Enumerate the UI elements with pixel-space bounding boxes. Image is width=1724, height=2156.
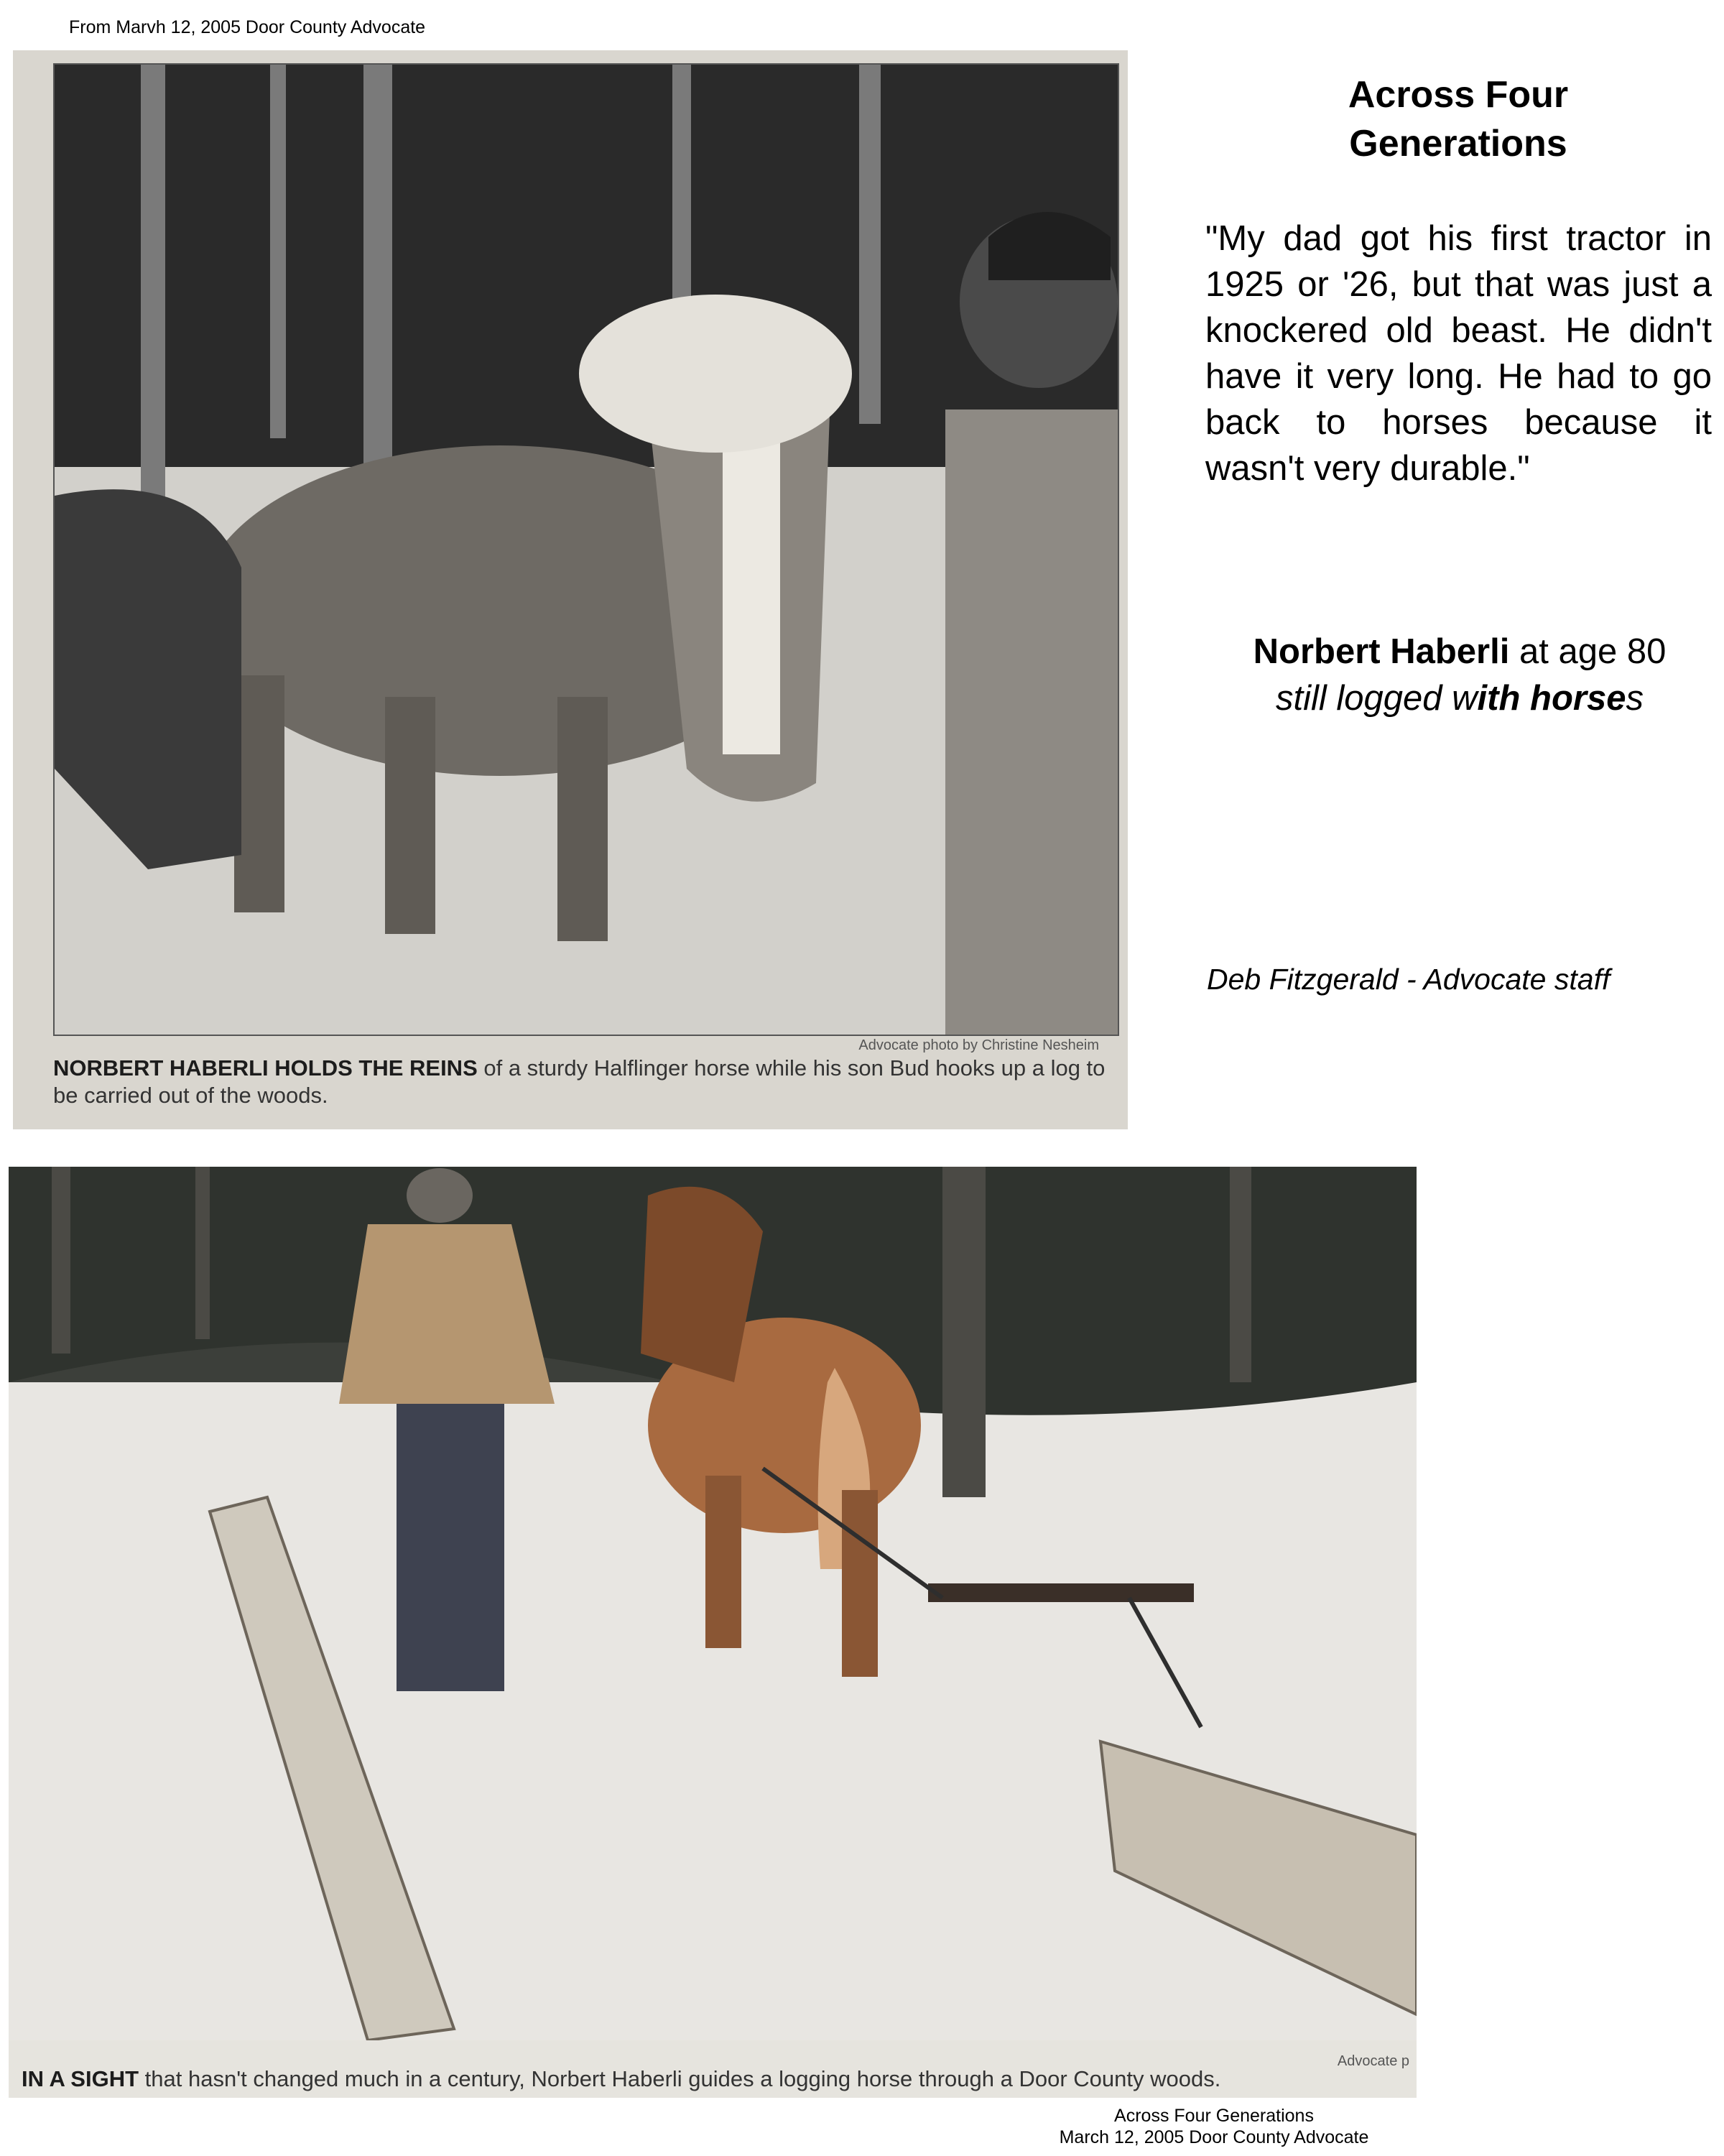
source-note: From Marvh 12, 2005 Door County Advocate [69, 17, 426, 37]
photo-credit: Advocate p [1337, 2053, 1409, 2069]
footer-citation [1034, 2105, 1394, 2148]
top-newspaper-clipping [13, 50, 1128, 1129]
footer-line-1: Across Four Generations [1114, 2106, 1314, 2126]
photo-caption [22, 2066, 1220, 2092]
subject-name: Norbert Haberli [1253, 632, 1510, 671]
caption-text: that hasn't changed much in a century, Norbert Haberli guides a logging horse through a Door County woods. [139, 2066, 1221, 2091]
caption-text: of a sturdy Halflinger horse while his son Bud hooks up a log to be carried out of the woods. [53, 1055, 1106, 1108]
caption-lead: NORBERT HABERLI HOLDS THE REINS [53, 1055, 478, 1081]
pull-quote: "My dad got his first tractor in 1925 or '26, but that was just a knockered old beast. He didn't have it very long. He had to go back to horses because it wasn't very durable." [1205, 219, 1712, 488]
bottom-newspaper-clipping [9, 1167, 1417, 2098]
photo-man-leading-logging-horse [9, 1167, 1417, 2040]
photo-credit: Advocate photo by Christine Nesheim [858, 1037, 1099, 1053]
photo-caption [53, 1055, 1109, 1109]
caption-lead: IN A SIGHT [22, 2066, 139, 2091]
byline: Deb Fitzgerald - Advocate staff [1207, 963, 1611, 996]
subject-age: at age 80 [1509, 632, 1667, 671]
subject-subline [1201, 675, 1718, 721]
subline-part-1: still logged w [1276, 679, 1478, 718]
subline-part-3: s [1626, 679, 1644, 718]
subline-part-2: ith horse [1477, 679, 1626, 718]
title-line-2: Generations [1349, 123, 1567, 165]
footer-line-2: March 12, 2005 Door County Advocate [1059, 2127, 1369, 2147]
subject-line [1201, 629, 1718, 675]
article-title [1200, 70, 1717, 168]
photo-man-holding-horse-reins [53, 63, 1119, 1036]
title-line-1: Across Four [1348, 74, 1569, 116]
